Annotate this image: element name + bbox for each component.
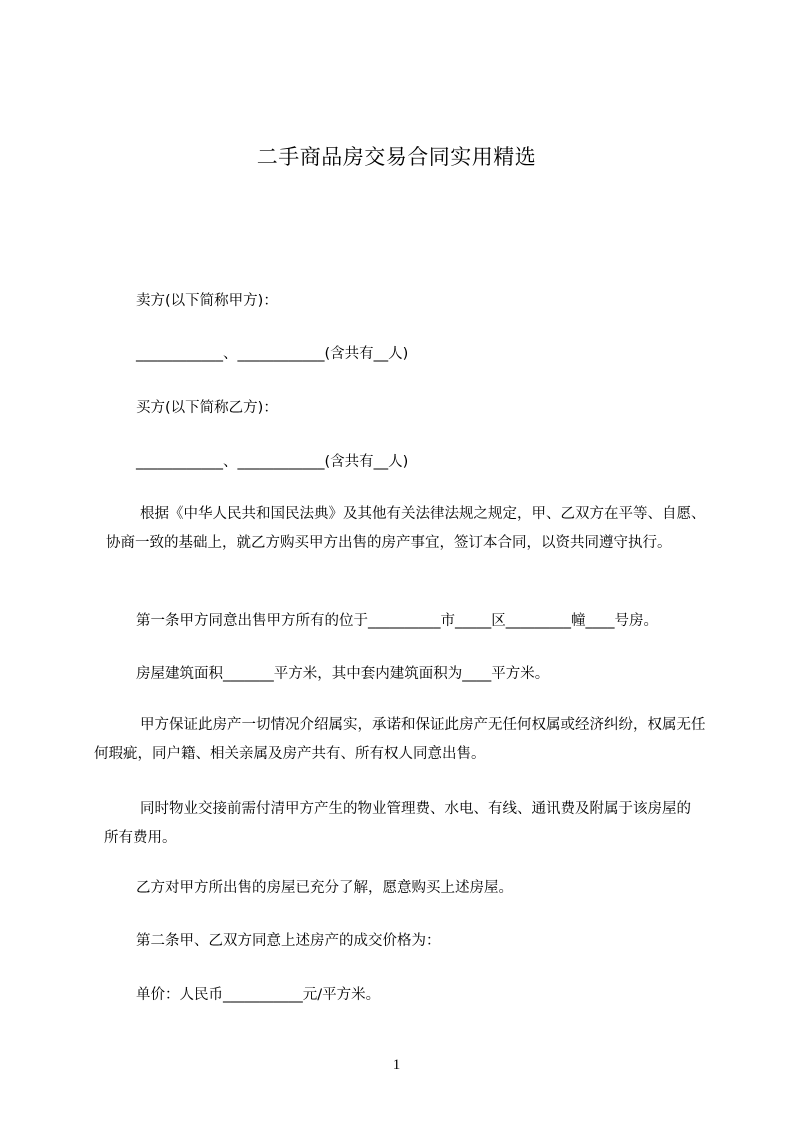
- preamble-paragraph: 根据《中华人民共和国民法典》及其他有关法律法规之规定，甲、乙双方在平等、自愿、协商一致的基础上，就乙方购买甲方出售的房产事宜，签订本合同，以资共同遵守执行。: [106, 506, 706, 551]
- article1-area-line: 房屋建筑面积_______平方米，其中套内建筑面积为____平方米。: [136, 666, 550, 682]
- buyer-label: 买方(以下简称乙方)：: [136, 400, 278, 416]
- article1-location-line: 第一条甲方同意出售甲方所有的位于__________市_____区_________幢____号房。: [136, 613, 658, 629]
- page-number: 1: [392, 1057, 401, 1073]
- document-title: 二手商品房交易合同实用精选: [256, 145, 537, 169]
- article2-heading: 第二条甲、乙双方同意上述房产的成交价格为：: [136, 933, 441, 949]
- article1-guarantee-paragraph: 甲方保证此房产一切情况介绍属实，承诺和保证此房产无任何权属或经济纠纷，权属无任何瑕疵，同户籍、相关亲属及房产共有、所有权人同意出售。: [94, 717, 706, 762]
- article1-buyer-acknowledgement: 乙方对甲方所出售的房屋已充分了解，愿意购买上述房屋。: [136, 880, 513, 896]
- seller-parties-blank: ____________、____________(含共有__人): [136, 346, 409, 362]
- article2-unit-price-line: 单价：人民币___________元/平方米。: [136, 987, 381, 1003]
- seller-label: 卖方(以下简称甲方)：: [136, 293, 278, 309]
- buyer-parties-blank: ____________、____________(含共有__人): [136, 454, 409, 470]
- article1-fees-paragraph: 同时物业交接前需付清甲方产生的物业管理费、水电、有线、通讯费及附属于该房屋的所有费用。: [104, 801, 691, 846]
